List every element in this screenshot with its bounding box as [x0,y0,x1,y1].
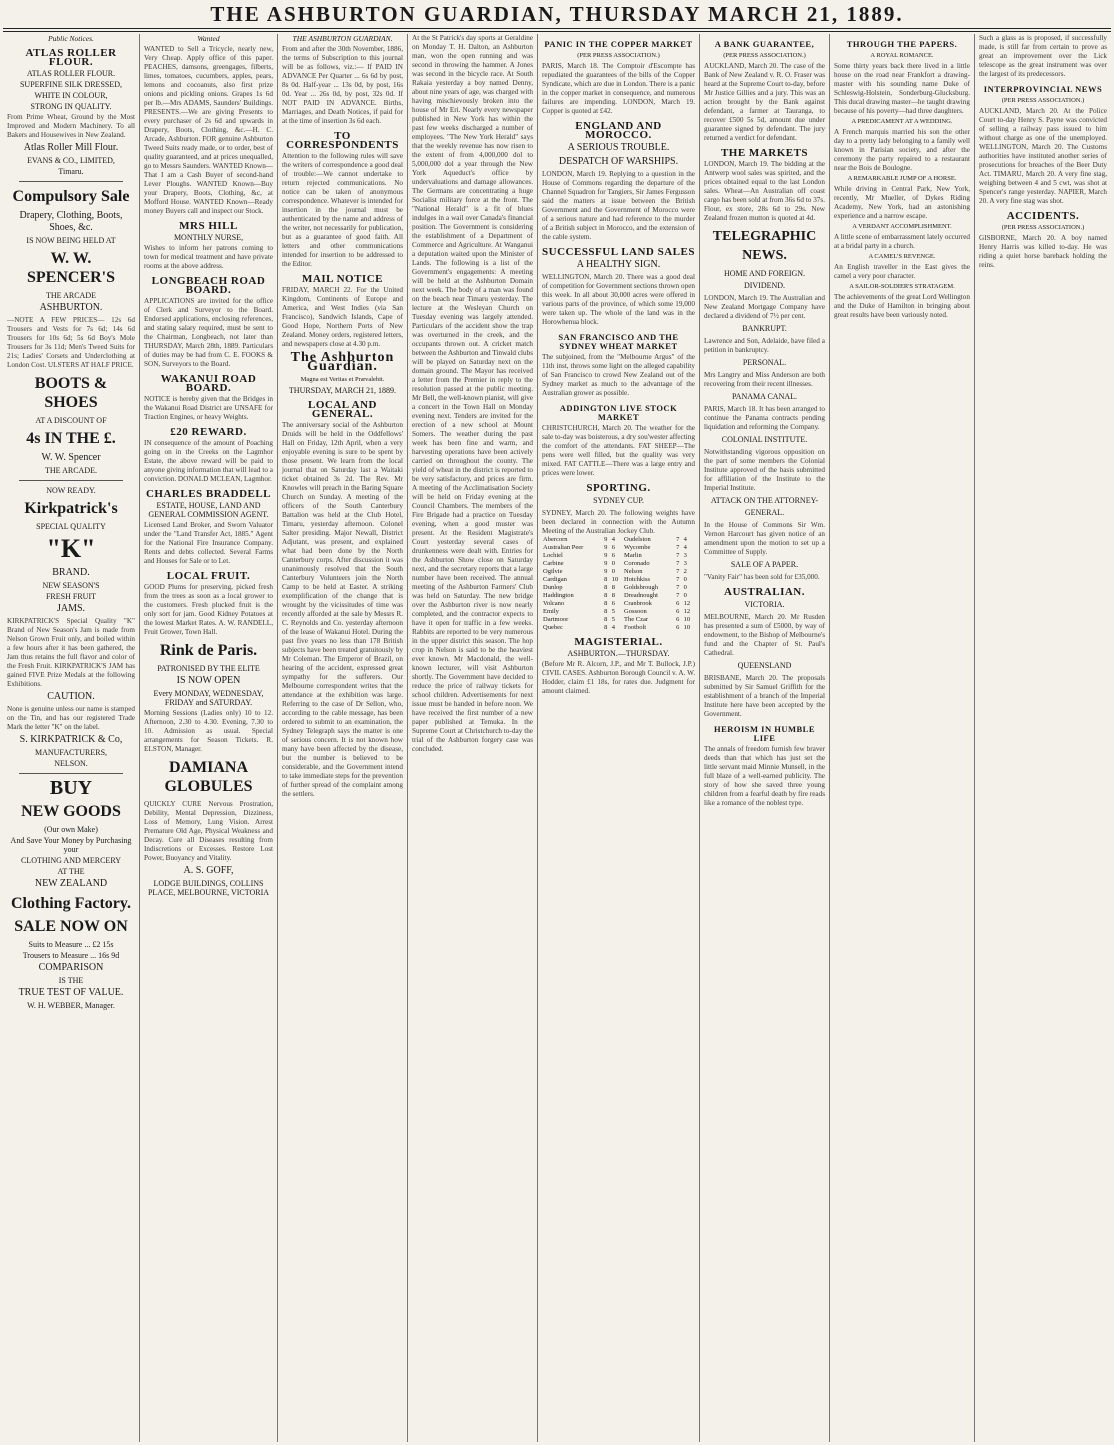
atlas-brand: Atlas Roller Mill Flour. [23,142,119,153]
table-cell: Footbolt [624,624,647,631]
damiana-heading: DAMIANA GLOBULES [164,759,253,795]
divider [19,773,123,774]
sale-now-on: SALE NOW ON [14,918,128,935]
table-cell: Carbine [543,560,564,567]
table-row [542,552,695,560]
filler-text: The anniversary social of the Ashburton Druids will be held in the Oddfellows' Hall on Friday, 12th April, when a very enjoyable evening is sure to be spent by those present. We learn from the local journal that on Saturday last a Waitaki ticket obtained 3s 2d. The Rev. Mr Knowles will preach in the Baring Square Church on Sunday. A meeting of the officers of the South Canterbury Battalion was held at the Club Hotel, Timaru, yesterday afternoon. Colonel Salter presiding. Major Newall, District Adjutant, was present, and explained what had been done by the North Canterbury corps. After discussion it was unanimously resolved that the South Canterbury Volunteers join the North Camp to be held at Easter. A striking exemplification of the change that is wrought by the vicissitudes of time was recently afforded at the sale by Messrs R. C. Reynolds and Co. yesterday afternoon of the lease of Wakanui Hotel. During the past five years no less than 178 British subjects have been treated gratuitously by Mr Coleman. The Emperor of Brazil, on hearing of the accident, expressed great sympathy for the sufferers. Our Melbourne correspondent writes that the attendance at the exhibition was large. Referring to the case of Dr Sellon, who, according to the cable message, has been ordered to submit to an examination, the Sydney Telegraph says the matter is one of serious concern. It is not known how many have been affected by the disease, but the number is believed to be considerable, and the Government intend to take immediate steps for the prevention of further spread of the complaint among the settlers. [282,421,403,798]
column-7 [830,34,975,1442]
colonial-heading: COLONIAL INSTITUTE. [721,435,808,444]
heroism-heading: HEROISM IN HUMBLE LIFE [713,724,816,743]
filler-text: Attention to the following rules will save the writers of correspondence a good deal of trouble:—We cannot undertake to return rejected communications. No notice can be taken of anonymous correspondence. Whatever is intended for insertion in the journal must be authenticated by the name and address of the writer, not necessarily for publication, but as a guarantee of good faith. All letters and other communications intended for insertion to be addressed to the Editor. [282,152,403,268]
table-cell: 6 [676,616,680,623]
column-8 [975,34,1111,1442]
table-cell: The Czar [624,616,649,623]
table-cell: 8 [604,600,608,607]
table-cell: 8 [611,584,615,591]
table-cell: 8 [604,584,608,591]
table-cell: Dartmoor [543,616,569,623]
table-cell: 7 [676,592,680,599]
table-cell: Emily [543,608,559,615]
column-5 [538,34,700,1442]
table-cell: 3 [683,560,687,567]
england-morocco-heading: ENGLAND AND MOROCCO. [575,120,662,141]
table-row [542,536,695,544]
filler-text: MELBOURNE, March 20. Mr Rusden has presented a sum of £5000, by way of endowment, to the Bishop of Melbourne's fund and the Chapter of St. Paul's Cathedral. [704,613,825,657]
filler-text: LONDON, March 19. The bidding at the Antwerp wool sales was spirited, and the prices obtained equal to the last London sales. Wheat—An Australian off coast cargo has been sold at from 36s 6d to 37s. Flour, ex store, 28s 6d to 29s. New Zealand frozen mutton is quoted at 4d. [704,160,825,222]
table-cell: 12 [683,608,691,615]
sydney-cup-heading: SYDNEY CUP. [593,496,644,505]
masthead [0,0,1114,30]
goff-address: LODGE BUILDINGS, COLLINS PLACE, MELBOURNE, VICTORIA [147,879,270,897]
buy-heading: BUY [49,777,93,799]
spencer-signoff: W. W. Spencer [41,452,101,463]
home-foreign: HOME AND FOREIGN. [723,269,806,278]
atlas-flour-heading: ATLAS ROLLER FLOUR. [25,47,117,68]
table-cell: Wycombe [624,544,651,551]
healthy-sign-heading: A HEALTHY SIGN. [576,259,661,270]
table-cell: Lochiel [543,552,563,559]
table-row [542,616,695,624]
press-line: (PER PRESS ASSOCIATION.) [1001,224,1085,231]
clothing-mercery: CLOTHING AND MERCERY [20,856,121,865]
table-cell: 8 [611,592,615,599]
new-zealand: NEW ZEALAND [34,878,108,889]
table-cell: Haddington [543,592,574,599]
open-line: IS NOW OPEN [176,675,241,686]
table-cell: 7 [676,544,680,551]
discount-rate: 4s IN THE £. [26,430,116,447]
column-4 [408,34,538,1442]
mrs-hill-heading: MRS HILL [179,220,238,232]
press-line: (PER PRESS ASSOCIATION.) [723,52,806,59]
wedding-heading: A PREDICAMENT AT A WEDDING. [851,118,953,125]
arcade-signoff: THE ARCADE. [45,466,97,475]
reward-heading: £20 REWARD. [170,426,247,438]
filler-text: PARIS, March 18. It has been arranged to continue the Panama contracts pending liquidation and reforming the Company. [704,405,825,431]
table-cell: 10 [683,624,691,631]
divider [19,181,123,182]
filler-text: Some thirty years back there lived in a little house on the road near Frankfort a drawing-master with his sounding name Duke of Schleswig-Holstein, Sonderburg-Glucksburg. This ducal drawing master—he taught drawing because of his poverty—had three daughters. [834,62,970,115]
table-row [542,560,695,568]
table-cell: 0 [611,568,615,575]
column-header: THE ASHBURTON GUARDIAN. [292,34,393,43]
filler-text: Such a glass as is proposed, if successfully made, is still far from certain to prove as great an improvement over the Lick telescope as the great instrument was over the largest of its predecessors. [979,34,1107,78]
atlas-company: EVANS & CO., LIMITED, [27,156,115,165]
arcade-line: THE ARCADE [46,291,96,300]
table-cell: Ogilvie [543,568,563,575]
at-the: AT THE [57,867,85,876]
mail-heading: MAIL NOTICE [302,273,383,285]
table-cell: Nelson [624,568,643,575]
table-cell: 7 [676,568,680,575]
press-line: (PER PRESS ASSOCIATION.) [577,52,660,59]
local-fruit-heading: LOCAL FRUIT. [166,570,251,582]
dividend-heading: DIVIDEND. [743,281,786,290]
trousers-price: Trousers to Measure ... 16s 9d [22,951,120,960]
table-cell: Hotchkiss [624,576,651,583]
filler-text: GOOD Plums for preserving, picked fresh from the trees as soon as a local grower to the customers. Fresh plucked fruit is the only sort for jam. Good Kidney Potatoes at the lowest Market Rates. A. W. RANDELL, Fruit Grower, Town Hall. [144,583,273,636]
masthead-rule [3,28,1111,29]
camel-heading: A CAMEL'S REVENGE. [868,253,936,260]
table-cell: 0 [683,576,687,583]
table-row [542,576,695,584]
table-row [542,592,695,600]
ashburton-line: ASHBURTON. [39,302,103,313]
table-cell: Quebec [543,624,563,631]
atlas-line: ATLAS ROLLER FLOUR. [26,69,116,78]
filler-text: WELLINGTON, March 20. There was a good deal of competition for Government sections thrown open this week. In all about 30,000 acres were offered in various parts of the province, of which some 19,000 were taken up. The whole of the land was in the Horowhenua block. [542,273,695,326]
filler-text: While driving in Central Park, New York, recently, Mr Mueller, of Dykes Riding Academy, New York, had an astonishing experience and a narrow escape. [834,185,970,220]
filler-text: The annals of freedom furnish few braver deeds than that which has just set the little servant maid Minnie Munsell, in the full blaze of a well-earned publicity. The story of how she saved three young children from a fearful death by fire reads like a romance of the noblest type. [704,745,825,807]
filler-text: An English traveller in the East gives the camel a very poor character. [834,263,970,280]
table-cell: 8 [604,576,608,583]
table-cell: 12 [683,600,691,607]
filler-text: Mrs Langtry and Miss Anderson are both recovering from their recent illnesses. [704,371,825,388]
table-cell: 8 [604,624,608,631]
clothing-factory: Clothing Factory. [11,895,131,912]
atlas-line: STRONG IN QUALITY. [30,102,112,111]
filler-text: QUICKLY CURE Nervous Prostration, Debility, Mental Depression, Dizziness, Loss of Memory, Lung Vision. Arrest Premature Old Age, Physical Weakness and Decay. Cure all Diseases resulting from Indiscretions or Excesses. Restore Lost Power, Buoyancy and Vitality. [144,800,273,862]
bankrupt-heading: BANKRUPT. [742,324,787,333]
own-make: (Our own Make) [44,825,98,834]
filler-text: AUCKLAND, March 20. The case of the Bank of New Zealand v. R. O. Fraser was heard at the Supreme Court to-day, before Mr Justice Gillies and a jury. This was an action brought by the Bank against defendant, a farmer at Tauranga, to recover £500 5s 5d, amount due under guarantee signed by defendant. The jury returned a verdict for defendant. [704,62,825,142]
compulsory-sale-heading: Compulsory Sale [12,188,130,205]
column-header: Public Notices. [48,34,94,43]
victoria-heading: VICTORIA. [744,600,785,609]
wakanui-heading: WAKANUI ROAD BOARD. [160,373,257,394]
land-sales-heading: SUCCESSFUL LAND SALES [542,246,695,258]
discount-line: AT A DISCOUNT OF [35,416,107,425]
filler-text: BRISBANE, March 20. The proposals submitted by Sir Samuel Griffith for the establishment of a branch of the Imperial Institute here have been accepted by the Government. [704,674,825,718]
column-2 [140,34,278,1442]
markets-heading: THE MARKETS [720,147,809,159]
panama-heading: PANAMA CANAL. [731,392,798,401]
warships-heading: DESPATCH OF WARSHIPS. [558,156,679,167]
filler-text: In the House of Commons Sir Wm. Vernon Harcourt has given notice of an amendment upon the motion to set up a Committee of Supply. [704,521,825,556]
filler-text: APPLICATIONS are invited for the office of Clerk and Surveyor to the Board. Endorsed applications, enclosing references, and stating salary required, must be sent to the Chairman, Longbeach, not later than THURSDAY, March 28th, 1889. Particulars of duties may be had from C. E. FOOKS & SON, Surveyors to the Board. [144,297,273,368]
masthead-rule-2 [3,31,1111,32]
jams-line: JAMS. [56,603,86,614]
rink-heading: Rink de Paris. [159,642,258,659]
table-cell: 0 [611,560,615,567]
filler-text: Morning Sessions (Ladies only) 10 to 12. Afternoon, 2.30 to 4.30. Evening, 7.30 to 10. Admission as usual. Special arrangements for Season Tickets. R. ELSTON, Manager. [144,709,273,753]
now-ready: NOW READY. [46,486,96,495]
filler-text: LONDON, March 19. The Australian and New Zealand Mortgage Company have declared a dividend of 7½ per cent. [704,294,825,320]
atlas-line: SUPERFINE SILK DRESSED, [19,80,122,89]
braddell-heading: CHARLES BRADDELL [145,488,272,500]
filler-text: AUCKLAND, March 20. At the Police Court to-day Henry S. Payne was convicted of selling a railway pass issued to him without charge as one of the unemployed. WELLINGTON, March 20. The Customs authorities have instituted another series of prosecutions for breaches of the Beer Duty Act. TIMARU, March 20. A very fine stag, weighing between 4 and 5 cwt, was shot at Spencer's range yesterday. NAPIER, March 20. A very fine stag was shot. [979,107,1107,205]
table-cell: 9 [604,560,608,567]
table-cell: 4 [683,536,687,543]
table-cell: 5 [611,616,615,623]
table-cell: 6 [611,544,615,551]
table-cell: 10 [611,576,619,583]
filler-text: Wishes to inform her patrons coming to town for medical treatment and have private rooms at the above address. [144,244,273,270]
fresh-fruit: FRESH FRUIT [45,592,96,601]
horse-heading: A REMARKABLE JUMP OF A HORSE. [847,175,957,182]
interprovincial-heading: INTERPROVINCIAL NEWS [983,84,1103,94]
mrs-hill-sub: MONTHLY NURSE, [173,233,244,242]
filler-text: Licensed Land Broker, and Sworn Valuator under the "Land Transfer Act, 1885." Agent for the National Fire Insurance Company. Rents and debts collected. Several Farms and Houses for Sale or to Let. [144,521,273,565]
filler-text: NOTICE is hereby given that the Bridges in the Wakanui Road District are UNSAFE for Traction Engines, or heavy Weights. [144,395,273,421]
table-row [542,584,695,592]
nights-line: Every MONDAY, WEDNESDAY, FRIDAY and SATURDAY. [153,689,264,707]
australian-heading: AUSTRALIAN. [724,586,805,598]
paper-date: THURSDAY, MARCH 21, 1889. [288,386,397,395]
table-cell: 8 [604,616,608,623]
sydney-cup-weights-table [542,536,695,632]
table-cell: 4 [683,544,687,551]
verdant-heading: A VERDANT ACCOMPLISHMENT. [852,223,952,230]
braddell-sub: ESTATE, HOUSE, LAND AND GENERAL COMMISSION AGENT. [148,501,269,519]
table-cell: Goldsbrough [624,584,658,591]
sporting-heading: SPORTING. [586,482,651,494]
table-cell: 7 [676,576,680,583]
manufacturers-line: MANUFACTURERS, [34,748,108,757]
table-cell: 6 [611,600,615,607]
table-cell: 5 [611,608,615,615]
personal-heading: PERSONAL. [742,358,787,367]
table-cell: 8 [604,592,608,599]
table-cell: Abercorn [543,536,568,543]
table-row [542,544,695,552]
special-quality: SPECIAL QUALITY [36,522,106,531]
table-cell: Cranbrook [624,600,652,607]
new-season: NEW SEASON'S [42,581,100,590]
table-cell: Marlin [624,552,642,559]
table-cell: 9 [604,568,608,575]
filler-text: A French marquis married his son the other day to a pretty lady belonging to a family well known in Parisian society, and after the ceremony the party repaired to a restaurant near the Bois de Boulogne. [834,128,970,172]
paper-name: The Ashburton Guardian. [290,350,395,374]
copper-panic-heading: PANIC IN THE COPPER MARKET [544,39,693,49]
table-cell: 7 [676,560,680,567]
table-cell: 7 [676,584,680,591]
table-row [542,608,695,616]
table-cell: 6 [676,600,680,607]
atlas-line: WHITE IN COLOUR, [34,91,108,100]
newspaper-columns [3,34,1111,1442]
filler-text: At the St Patrick's day sports at Geraldine on Monday T. H. Dalton, an Ashburton man, won the open running and was second in throwing the hammer. A Jones was second in the bicycle race. At South Rakaia yesterday a boy named Denny, about nine years of age, was charged with having mischievously broken into the house of Mr Eri. Nearly every newspaper published in New York has within the past few weeks discharged a number of employees. "The New York Herald" says that the weekly revenue has now risen to the extent of from 4,000,000 dol to 5,000,000 dol a year through the New York Aqueduct's office by undervaluations and damage allowances. The Germans are concentrating a huge Socialist military force at the front. The "National Herald" is a fit of blues indulges in a wail over Canada's financial position. The Government is considering the establishment of a Department of Commerce and Agriculture. At Wanganui a deputation waited upon the Minister of Lands. The following is a list of the Government's engagements: A meeting will be held at the Ashburton Domain next week. The body of a man was found on the beach near Timaru yesterday. The lecture at the Wesleyan Church on Tuesday evening was largely attended. Particulars of the accident show the trap was overturned in the creek, and the occupants thrown out. A cricket match between the Ashburton and Tinwald clubs will be played on Saturday next on the domain ground. The Mayor has received a letter from the Premier in reply to the resolution passed at the public meeting. Mr Bell, the well-known pianist, will give a concert in the Town Hall on Monday evening next. Tenders are invited for the erection of a new school at Mount Somers. The weather during the past week has been fine and warm, and harvesting operations have been actively carried on throughout the county. The yield of wheat in the district is reported to be very satisfactory, and prices are firm. A meeting of the Acclimatisation Society will be held on Friday evening at the Council Chambers. The members of the Fire Brigade had a practice on Tuesday evening, when a good muster was present. At the Resident Magistrate's Court yesterday several cases of drunkenness were dealt with. Entries for the Ashburton Show close on Saturday next, and the secretary reports that a large number have been received. The annual meeting of the Ashburton Farmers' Club was held on Saturday. The new bridge over the Ashburton river is now nearly completed, and the contractor expects to have it open for traffic in a few weeks. Rabbits are reported to be very numerous in the upper district this season. The hop crop in Nelson is said to be the heaviest ever known. Mr Macdonald, the well-known lecturer, will visit Ashburton shortly. The Government have decided to reduce the price of railway tickets for school children. Advertisements for next issue must be handed in before noon. We have received the first number of a new paper published at Temuka. In the Supreme Court at Christchurch to-day the trial of the Ashburton forgery case was concluded. [412,34,533,753]
table-row [542,568,695,576]
longbeach-heading: LONGBEACH ROAD BOARD. [151,275,266,296]
column-1 [3,34,140,1442]
through-papers-heading: THROUGH THE PAPERS. [846,39,958,49]
filler-text: CHRISTCHURCH, March 20. The weather for the sale to-day was boisterous, a dry sou'wester affecting the comfort of the attendants. FAT SHEEP—The pens were well filled, but the quality was very mixed. FAT CATTLE—There was a large entry and prices were lower. [542,424,695,477]
table-row [542,624,695,632]
nelson-line: NELSON. [54,759,88,768]
filler-text: KIRKPATRICK'S Special Quality "K" Brand of New Season's Jam is made from Nelson Grown Fruit only, and boiled within a few hours after it has been gathered, the Jam thus retains the full flavor and color of the Fresh Fruit. KIRKPATRICK'S JAM has gained FIVE Prize Medals at the following Exhibitions. [7,617,135,688]
table-cell: 7 [676,552,680,559]
spencer-name: W. W. SPENCER'S [26,250,116,286]
atlas-town: Timaru. [58,167,84,176]
filler-text: —NOTE A FEW PRICES— 12s 6d Trousers and Vests for 7s 6d; 14s 6d Trousers for 10s 6d; 5s 6d Boy's Mole Trousers for 3s 11d; Men's Tweed Suits for 21s; Ladies' Corsets and Underclothing at London Cost. ULSTERS AT HALF PRICE. [7,316,135,369]
filler-text: GISBORNE, March 20. A boy named Henry Harris was killed to-day. He was riding a quiet horse bareback holding the reins. [979,234,1107,269]
table-cell: 0 [683,584,687,591]
column-header: Wanted [197,34,220,43]
filler-text: Notwithstanding vigorous opposition on the part of some members the Colonial Institute approved of the basis submitted for affiliation of the Institute to the Imperial Institute. [704,448,825,492]
filler-text: LONDON, March 19. Replying to a question in the House of Commons regarding the departure of the Channel Squadron for Tangiers, Sir James Fergusson said the matters at issue between the British Government and the Government of Morocco were of a serious nature and had reference to the murder of a British subject in Morocco, and the extension of the cable system. [542,170,695,241]
table-cell: Cardigan [543,576,567,583]
webber-manager: W. H. WEBBER, Manager. [27,1001,115,1010]
goff-name: A. S. GOFF, [183,865,234,876]
queensland-heading: QUEENSLAND [737,661,792,670]
filler-text: (Before Mr R. Alcorn, J.P., and Mr T. Bullock, J.P.) CIVIL CASES. Ashburton Borough Council v. A. W. Hodder, claim £1 18s, for rates due. Judgment for amount claimed. [542,660,695,695]
suits-price: Suits to Measure ... £2 15s [28,940,114,949]
patronised-line: PATRONISED BY THE ELITE [157,664,260,673]
serious-trouble-heading: A SERIOUS TROUBLE. [567,142,670,153]
brand-line: BRAND. [52,567,90,578]
boots-shoes-heading: BOOTS & SHOES [34,375,108,411]
table-cell: 6 [611,552,615,559]
magisterial-heading: MAGISTERIAL. [574,636,663,648]
table-cell: Australian Peer [543,544,584,551]
wanted-notices: WANTED to Sell a Tricycle, nearly new, Very Cheap. Apply office of this paper. PEACHES, damsons, greengages, filberts, limes, tomatoes, cucumbers, apples, pears, lemons and cocoanuts, also first prize onions and pickling onions. Grapes 1s 6d per lb.—Mrs ADAMS, Saunders' Buildings. PRESENTS.—We are giving Presents to every purchaser of 2s 6d and upwards in Drapery, Boots, Clothing, &c.—H. C. Arcade, Ashburton. FOR genuine Ashburton Tweed Suits ready made, or to order, best of quality guaranteed, and at prices unequalled, go to Messrs Saunders. WANTED Known—That I am a Cash Buyer of second-hand Lever Ploughs. WANTED Known—Buy your Drapery, Boots, Clothing, &c, at Mofford House. WANTED Known—Ready money Buyers call and inspect our Stock. [144,45,273,215]
table-cell: 10 [683,616,691,623]
table-cell: Dreadnought [624,592,658,599]
table-cell: Gossoon [624,608,647,615]
newspaper-title: THE ASHBURTON GUARDIAN, THURSDAY MARCH 21, 1889. [210,2,904,26]
filler-text: "Vanity Fair" has been sold for £35,000. [704,573,820,581]
is-the: IS THE [58,976,84,985]
filler-text: IN consequence of the amount of Poaching going on in the Creeks on the Lagmhor Estate, the above reward will be paid to anyone giving information that will lead to a conviction. DONALD MCLEAN, Lagmhor. [144,439,273,483]
table-cell: Oudelston [624,536,651,543]
table-cell: 3 [683,552,687,559]
held-line: IS NOW BEING HELD AT [26,236,116,245]
filler-text: Lawrence and Son, Adelaide, have filed a petition in bankruptcy. [704,337,825,354]
sailor-heading: A SAILOR-SOLDIER'S STRATAGEM. [849,283,955,290]
magisterial-sub: ASHBURTON.—THURSDAY. [567,649,670,658]
table-cell: 7 [676,536,680,543]
press-line: (PER PRESS ASSOCIATION.) [1001,97,1085,104]
bank-guarantee-heading: A BANK GUARANTEE, [714,39,815,49]
comparison-heading: COMPARISON [38,962,104,973]
filler-text: From and after the 30th November, 1886, the terms of Subscription to this journal will be as follows, viz.:— If PAID IN ADVANCE Per Quarter ... 6s 6d by post, 8s 0d. Half-year ... 13s 0d, by post, 16s 0d. Year ... 26s 0d, by post, 32s 0d. If NOT PAID IN ADVANCE. Births, Marriages, and Death Notices, if paid for at the time of insertion 3s 6d each. [282,45,403,125]
accidents-heading: ACCIDENTS. [1006,210,1080,222]
paper-motto: Magna est Veritas et Prævalebit. [300,376,385,383]
new-goods-heading: NEW GOODS [21,803,121,820]
table-cell: 6 [676,608,680,615]
filler-text: The subjoined, from the "Melbourne Argus" of the 11th inst, throws some light on the alleged capability of San Francisco to crowd New Zealand out of the Sydney market as much to the advantage of the Australian grower as possible. [542,353,695,397]
filler-text: A little scene of embarrassment lately occurred at a bridal party in a church. [834,233,970,250]
table-cell: 4 [611,624,615,631]
table-cell: 2 [683,568,687,575]
column-3 [278,34,408,1442]
filler-text: SYDNEY, March 20. The following weights have been declared in connection with the Autumn Meeting of the Australian Jockey Club. [542,509,695,535]
caution-heading: CAUTION. [47,691,95,702]
table-cell: Volcano [543,600,565,607]
table-cell: 9 [604,536,608,543]
table-cell: Coronado [624,560,650,567]
save-money: And Save Your Money by Purchasing your [10,836,132,854]
filler-text: From Prime Wheat, Ground by the Most Improved and Modern Machinery. To all Bakers and Housewives in New Zealand. [7,113,135,139]
local-general-heading: LOCAL AND GENERAL. [308,399,377,420]
filler-text: PARIS, March 18. The Comptoir d'Escompte has repudiated the guarantees of the bills of the Copper Syndicate, which are due in London. There is a panic in the copper market in consequence, and numerous failures are impending. LONDON, March 19. Copper is quoted at £42. [542,62,695,115]
table-cell: 8 [604,608,608,615]
filler-text: None is genuine unless our name is stamped on the Tin, and has our registered Trade Mark the letter "K" on the label. [7,705,135,731]
telegraphic-heading: TELEGRAPHIC NEWS. [712,229,817,263]
column-6 [700,34,830,1442]
kirkpatrick-maker: S. KIRKPATRICK & Co, [19,734,123,745]
addington-heading: ADDINGTON LIVE STOCK MARKET [559,403,678,422]
divider [19,480,123,481]
true-test: TRUE TEST OF VALUE. [18,987,124,998]
table-cell: 6 [676,624,680,631]
table-cell: 9 [604,544,608,551]
table-row [542,600,695,608]
k-brand-mark: "K" [46,534,96,563]
filler-text: The achievements of the great Lord Wellington and the Duke of Hamilton in bringing about great results have been variously noted. [834,293,970,319]
table-cell: Dunlop [543,584,563,591]
attack-heading: ATTACK ON THE ATTORNEY-GENERAL. [710,496,819,517]
table-cell: 4 [611,536,615,543]
table-cell: 9 [604,552,608,559]
royal-heading: A ROYAL ROMANCE. [870,52,934,59]
kirkpatrick-name: Kirkpatrick's [24,500,118,517]
sale-paper-heading: SALE OF A PAPER. [730,560,799,569]
table-cell: 0 [683,592,687,599]
drapery-line: Drapery, Clothing, Boots, Shoes, &c. [19,210,123,233]
filler-text: FRIDAY, MARCH 22. For the United Kingdom, Continents of Europe and America, and West Indies (via San Francisco), Sandwich Islands, Cape of Good Hope, Northern Ports of New Zealand. Money orders, registered letters, and newspapers close at 4.30 p.m. [282,286,403,348]
sanfran-heading: SAN FRANCISCO AND THE SYDNEY WHEAT MARKET [558,332,679,351]
correspondents-heading: TO CORRESPONDENTS [286,130,399,151]
